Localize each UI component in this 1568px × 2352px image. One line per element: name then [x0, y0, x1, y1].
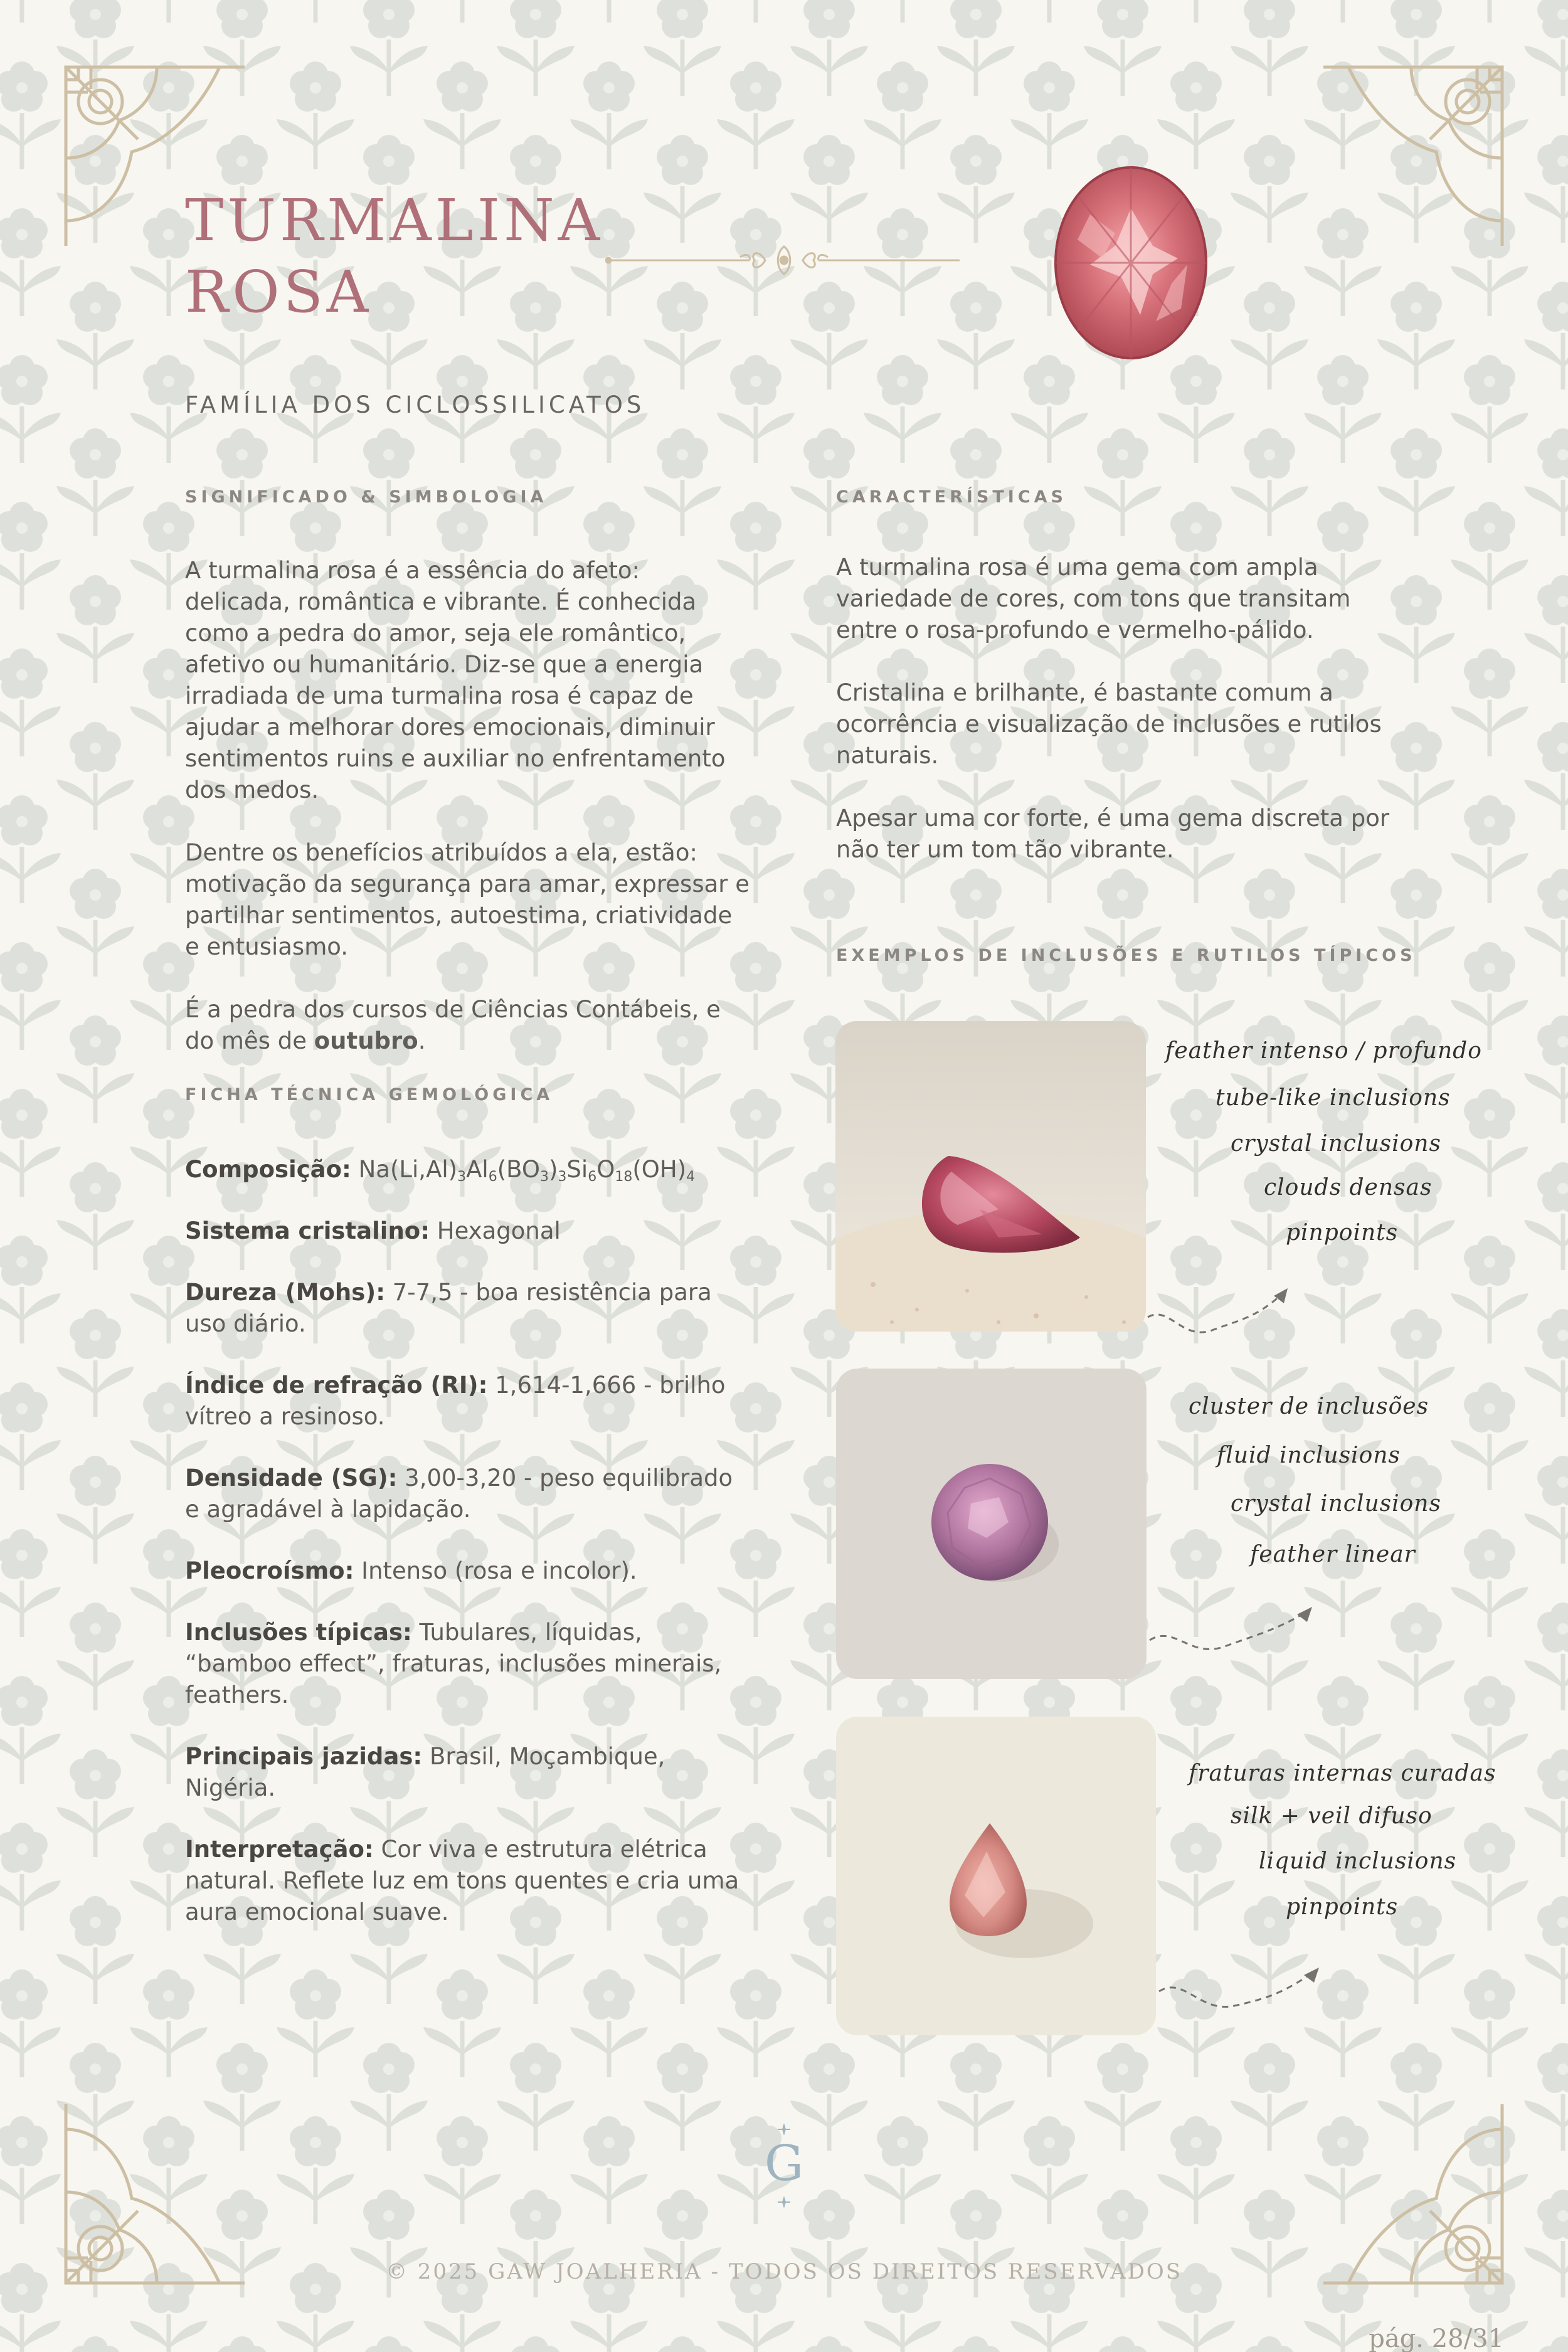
spec-row-sistema-cristalino: [185, 1216, 743, 1247]
ficha-tecnica-list: [185, 1154, 743, 1958]
spec-row-densidade: [185, 1463, 743, 1525]
spec-label: Composição:: [185, 1156, 351, 1183]
copyright-footer: © 2025 GAW JOALHERIA - TODOS OS DIREITOS RESERVADOS: [385, 2259, 1183, 2284]
page-number: pág. 28/31: [1369, 2324, 1504, 2352]
spec-row-jazidas: [185, 1741, 743, 1804]
spec-value: 3,00-3,20 - peso equilibrado e agradável à lapidação.: [185, 1465, 733, 1523]
corner-ornament-top-right: [1317, 64, 1505, 252]
spec-label: Sistema cristalino:: [185, 1217, 430, 1244]
page-title: [185, 185, 624, 328]
spec-value: Intenso (rosa e incolor).: [361, 1557, 637, 1584]
caracteristicas-paragraph: A turmalina rosa é uma gema com ampla variedade de cores, com tons que transitam entre o rosa-profundo e vermelho-pálido.: [836, 554, 1351, 644]
significado-text: [185, 555, 750, 1057]
month-prefix: É a pedra dos cursos de Ciências Contábeis, e do mês de: [185, 996, 721, 1054]
spec-value: Hexagonal: [437, 1217, 561, 1244]
chemical-formula: $Na(Li,Al)_3Al_6(BO_3)_3Si_6O_{18}(OH)_4$: [358, 1156, 696, 1185]
month-suffix: .: [418, 1027, 426, 1054]
spec-row-pleocroismo: [185, 1555, 743, 1587]
title-line-1: TURMALINA: [185, 187, 604, 254]
curved-arrow-2: [1147, 1593, 1322, 1662]
caracteristicas-paragraph: Cristalina e brilhante, é bastante comum a ocorrência e visualização de inclusões e rutilos naturais.: [836, 679, 1382, 769]
birth-month-paragraph: [185, 994, 750, 1057]
curved-arrow-1: [1145, 1279, 1295, 1342]
ficha-tecnica-label: FICHA TÉCNICA GEMOLÓGICA: [185, 1085, 554, 1104]
gem-family-subtitle: FAMÍLIA DOS CICLOSSILICATOS: [185, 391, 645, 418]
significado-label: SIGNIFICADO & SIMBOLOGIA: [185, 487, 548, 507]
inclusion-note: feather intenso / profundo: [1165, 1038, 1482, 1064]
inclusion-note: fraturas internas curadas: [1189, 1761, 1496, 1786]
spec-value: Tubulares, líquidas, “bamboo effect”, fraturas, inclusões minerais, feathers.: [185, 1619, 722, 1708]
spec-label: Índice de refração (RI):: [185, 1372, 488, 1399]
inclusion-note: fluid inclusions: [1217, 1443, 1401, 1468]
spec-value: Cor viva e estrutura elétrica natural. Reflete luz em tons quentes e cria uma aura emocional suave.: [185, 1836, 739, 1926]
spec-row-dureza: [185, 1277, 743, 1340]
spec-label: Pleocroísmo:: [185, 1557, 354, 1584]
inclusion-note: clouds densas: [1264, 1175, 1433, 1200]
corner-ornament-bottom-left: [63, 2098, 251, 2286]
spec-label: Inclusões típicas:: [185, 1619, 412, 1646]
spec-value: 1,614-1,666 - brilho vítreo a resinoso.: [185, 1372, 726, 1430]
title-line-2: ROSA: [185, 258, 373, 326]
caracteristicas-paragraph: Apesar uma cor forte, é uma gema discreta por não ter um tom tão vibrante.: [836, 805, 1390, 863]
spec-label: Principais jazidas:: [185, 1743, 423, 1770]
inclusion-note: cluster de inclusões: [1189, 1394, 1429, 1419]
divider-ornament: [605, 241, 963, 279]
corner-ornament-bottom-right: [1317, 2098, 1505, 2286]
brand-logo: G: [764, 2136, 804, 2192]
inclusion-note: crystal inclusions: [1231, 1131, 1441, 1157]
month-name: outubro: [314, 1027, 418, 1054]
spec-row-inclusoes: [185, 1617, 743, 1711]
example-photo-3: [836, 1717, 1156, 2035]
pink-tourmaline-oval-gem: [1052, 164, 1209, 361]
spec-row-composicao: [185, 1154, 743, 1185]
inclusion-note: feather linear: [1250, 1542, 1416, 1567]
caracteristicas-text: [836, 552, 1401, 866]
spec-row-interpretacao: [185, 1834, 743, 1928]
spec-label: Dureza (Mohs):: [185, 1279, 385, 1306]
spec-value: Brasil, Moçambique, Nigéria.: [185, 1743, 665, 1801]
inclusion-note: tube-like inclusions: [1216, 1085, 1451, 1111]
example-photo-2: [836, 1369, 1147, 1679]
example-photo-1: [835, 1021, 1146, 1332]
spec-row-indice-refracao: [185, 1370, 743, 1433]
significado-paragraph: A turmalina rosa é a essência do afeto: delicada, romântica e vibrante. É conhecida como a pedra do amor, seja ele romântico, afetivo ou humanitário. Diz-se que a energia irradiada de uma turmalina rosa é capaz de ajudar a melhorar dores emocionais, diminuir sentimentos ruins e auxiliar no enfrentamento dos medos.: [185, 557, 726, 803]
significado-paragraph: Dentre os benefícios atribuídos a ela, estão: motivação da segurança para amar, expressar e partilhar sentimentos, autoestima, criatividade e entusiasmo.: [185, 839, 750, 960]
inclusion-note: liquid inclusions: [1259, 1848, 1457, 1874]
inclusion-note: silk + veil difuso: [1231, 1803, 1433, 1829]
curved-arrow-3: [1156, 1957, 1332, 2026]
inclusion-note: crystal inclusions: [1231, 1491, 1441, 1517]
caracteristicas-label: CARACTERÍSTICAS: [836, 487, 1067, 507]
spec-value: 7-7,5 - boa resistência para uso diário.: [185, 1279, 712, 1337]
spec-label: Interpretação:: [185, 1836, 374, 1863]
inclusion-note: pinpoints: [1286, 1894, 1399, 1920]
spec-label: Densidade (SG):: [185, 1465, 398, 1491]
exemplos-label: EXEMPLOS DE INCLUSÕES E RUTILOS TÍPICOS: [836, 946, 1416, 965]
inclusion-note: pinpoints: [1286, 1220, 1399, 1246]
